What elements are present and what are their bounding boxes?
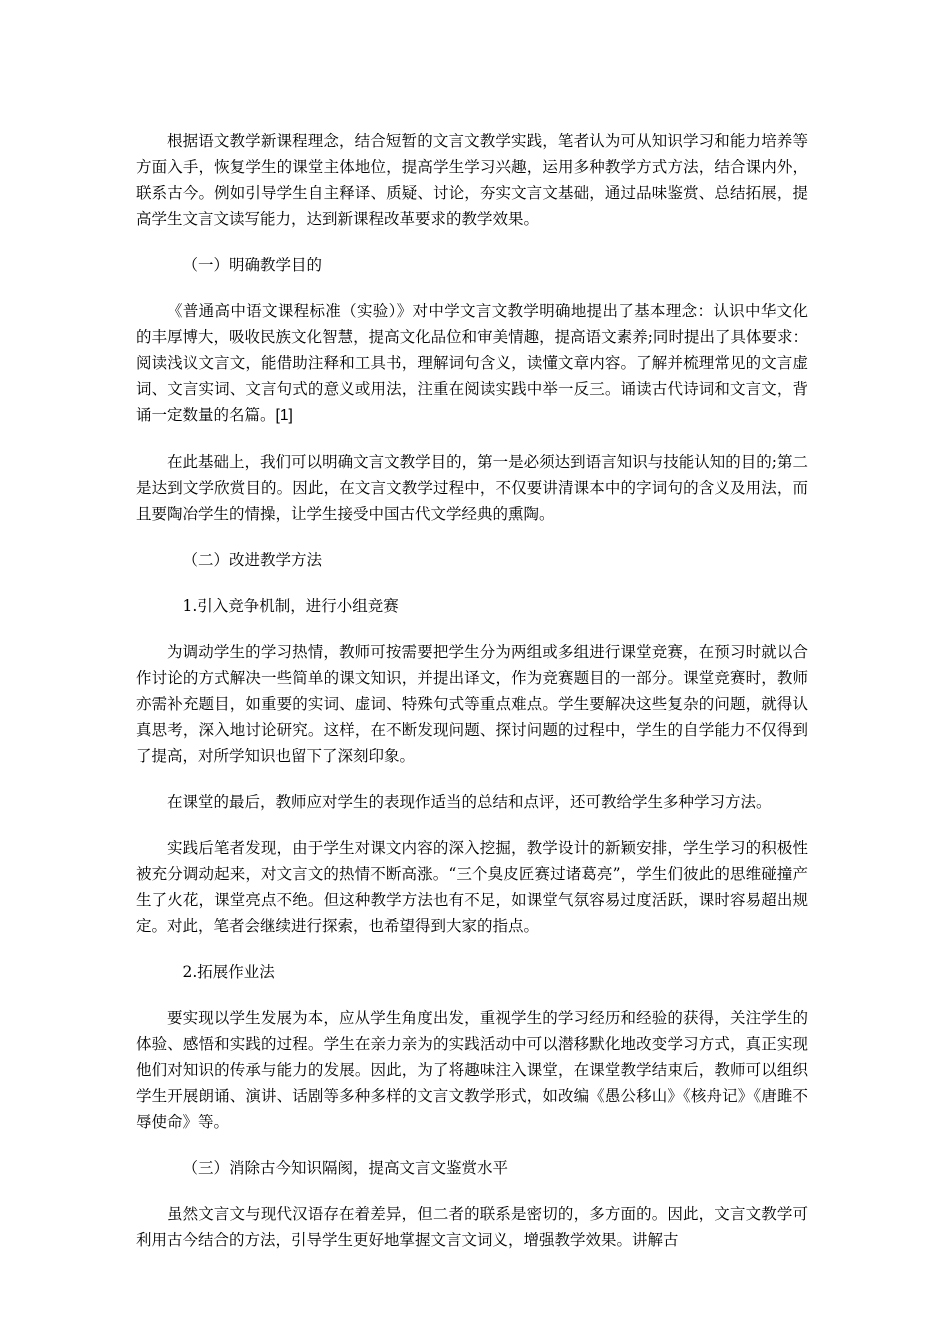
paragraph-curriculum-standard xyxy=(136,298,808,429)
paragraph-competition: 为调动学生的学习热情，教师可按需要把学生分为两组或多组进行课堂竞赛，在预习时就以合作讨论的方式解决一些简单的课文知识，并提出译文，作为竞赛题目的一部分。课堂竞赛时，教师亦需补充题目，如重要的实词、虚词、特殊句式等重点难点。学生要解决这些复杂的问题，就得认真思考，深入地讨论研究。这样，在不断发现问题、探讨问题的过程中，学生的自学能力不仅得到了提高，对所学知识也留下了深刻印象。 xyxy=(136,643,808,765)
citation-reference: [1] xyxy=(275,407,293,424)
paragraph-summary: 在课堂的最后，教师应对学生的表现作适当的总结和点评，还可教给学生多种学习方法。 xyxy=(167,793,772,811)
document-body xyxy=(136,128,808,1273)
section-heading-1: （一）明确教学目的 xyxy=(182,256,323,274)
section-heading-2: （二）改进教学方法 xyxy=(182,551,323,569)
subsection-heading-1: 1.引入竞争机制，进行小组竞赛 xyxy=(182,597,399,615)
paragraph-intro: 根据语文教学新课程理念，结合短暂的文言文教学实践，笔者认为可从知识学习和能力培养等方面入手，恢复学生的课堂主体地位，提高学生学习兴趣，运用多种教学方式方法，结合课内外，联系古今。例如引导学生自主释译、质疑、讨论，夯实文言文基础，通过品味鉴赏、总结拓展，提高学生文言文读写能力，达到新课程改革要求的教学效果。 xyxy=(136,132,808,228)
subsection-heading-2: 2.拓展作业法 xyxy=(182,963,275,981)
paragraph-curriculum-standard-text: 《普通高中语文课程标准（实验）》对中学文言文教学明确地提出了基本理念：认识中华文化的丰厚博大，吸收民族文化智慧，提高文化品位和审美情趣，提高语文素养;同时提出了具体要求：阅读浅议文言文，能借助注释和工具书，理解词句含义，读懂文章内容。了解并梳理常见的文言虚词、文言实词、文言句式的意义或用法，注重在阅读实践中举一反三。诵读古代诗词和文言文，背诵一定数量的名篇。 xyxy=(136,302,808,424)
section-heading-3: （三）消除古今知识隔阂，提高文言文鉴赏水平 xyxy=(182,1159,509,1177)
paragraph-teaching-goals: 在此基础上，我们可以明确文言文教学目的，第一是必须达到语言知识与技能认知的目的;第二是达到文学欣赏目的。因此，在文言文教学过程中，不仅要讲清课本中的字词句的含义及用法，而且要陶冶学生的情操，让学生接受中国古代文学经典的熏陶。 xyxy=(136,453,808,523)
paragraph-ancient-modern: 虽然文言文与现代汉语存在着差异，但二者的联系是密切的，多方面的。因此，文言文教学可利用古今结合的方法，引导学生更好地掌握文言文词义，增强教学效果。讲解古 xyxy=(136,1205,808,1249)
paragraph-extended-homework: 要实现以学生发展为本，应从学生角度出发，重视学生的学习经历和经验的获得，关注学生的体验、感悟和实践的过程。学生在亲力亲为的实践活动中可以潜移默化地改变学习方式，真正实现他们对知识的传承与能力的发展。因此，为了将趣味注入课堂，在课堂教学结束后，教师可以组织学生开展朗诵、演讲、话剧等多种多样的文言文教学形式，如改编《愚公移山》《核舟记》《唐雎不辱使命》等。 xyxy=(136,1009,808,1131)
paragraph-reflection: 实践后笔者发现，由于学生对课文内容的深入挖掘，教学设计的新颖安排，学生学习的积极性被充分调动起来，对文言文的热情不断高涨。“三个臭皮匠赛过诸葛亮”，学生们彼此的思维碰撞产生了火花，课堂亮点不绝。但这种教学方法也有不足，如课堂气氛容易过度活跃，课时容易超出规定。对此，笔者会继续进行探索，也希望得到大家的指点。 xyxy=(136,839,808,935)
